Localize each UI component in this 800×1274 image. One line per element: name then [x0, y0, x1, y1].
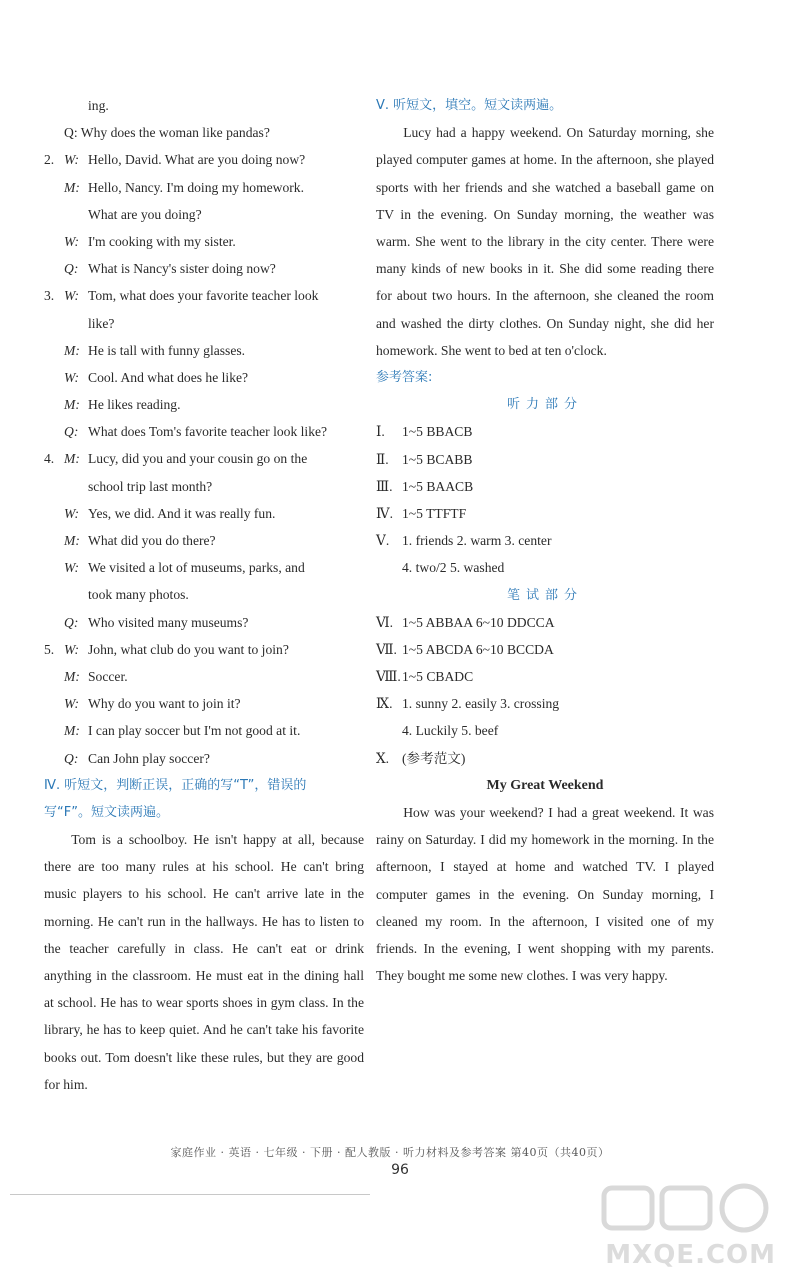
- roman-numeral: Ⅹ.: [376, 750, 390, 766]
- dialogue-number: 2.: [44, 152, 55, 168]
- dialogue-text: Can John play soccer?: [88, 750, 210, 766]
- answer-row: [376, 500, 714, 527]
- answer-text: 1~5 ABBAA 6~10 DDCCA: [402, 614, 555, 630]
- passage-text: Lucy had a happy weekend. On Saturday morning, she played computer games at home. In the afternoon, she played sports with her friends and she watched a baseball game on TV in the evening. On Sunday morning, the weather was warm. She went to the library in the city center. There were many kinds of new books in it. She did some reading there for about two hours. In the afternoon, she cleaned the room and washed the dirty clothes. On Sunday night, she did her homework. She went to bed at ten o'clock.: [376, 125, 714, 358]
- page-footer: 家庭作业 · 英语 · 七年级 · 下册 · 配人教版 · 听力材料及参考答案 第40页（共40页）: [170, 1146, 610, 1159]
- answer-text: (参考范文): [402, 750, 466, 766]
- dialogue-line: [44, 364, 364, 391]
- dialogue-text: Tom, what does your favorite teacher look: [88, 288, 319, 304]
- speaker-label: M:: [64, 397, 80, 413]
- dialogue-line: [44, 337, 364, 364]
- dialogue-line: [44, 174, 364, 201]
- listening-part-heading: 听力部分: [506, 397, 583, 413]
- dialogue-number: 5.: [44, 641, 55, 657]
- text-line: ing.: [88, 98, 109, 113]
- footer-divider: [10, 1194, 370, 1195]
- roman-numeral: Ⅳ.: [376, 505, 393, 521]
- speaker-label: W:: [64, 233, 79, 249]
- essay: [376, 799, 714, 989]
- answer-row: [376, 609, 714, 636]
- dialogue-line: [44, 391, 364, 418]
- dialogue-line: [44, 609, 364, 636]
- answer-row: [376, 527, 714, 554]
- dialogue-line: [44, 690, 364, 717]
- passage-text: Tom is a schoolboy. He isn't happy at all, because there are too many rules at his school. He can't bring music players to his school. He can't arrive late in the morning. He can't run in the hallways. He has to listen to the teacher carefully in class. He can't eat or drink anything in the classroom. He must eat in the dining hall at school. He has to wear sports shoes in gym class. In the library, he has to keep quiet. And he can't take his favorite books out. Tom doesn't like these rules, but they are good for him.: [44, 832, 364, 1092]
- speaker-label: W:: [64, 369, 79, 385]
- dialogue-text: Why do you want to join it?: [88, 696, 241, 712]
- section-heading: Ⅴ. 听短文，填空。短文读两遍。: [376, 98, 563, 113]
- dialogue-text: What is Nancy's sister doing now?: [88, 261, 276, 277]
- roman-numeral: Ⅱ.: [376, 451, 389, 467]
- dialogue-line: [44, 255, 364, 282]
- dialogue-line: What are you doing?: [88, 206, 202, 222]
- answer-key-label: 参考答案:: [376, 370, 433, 386]
- written-part-heading: 笔试部分: [506, 587, 583, 603]
- speaker-label: W:: [64, 505, 79, 521]
- dialogue-line: school trip last month?: [88, 478, 213, 494]
- dialogue-line: like?: [88, 315, 115, 331]
- dialogue-text: What does Tom's favorite teacher look like?: [88, 424, 328, 440]
- speaker-label: M:: [64, 723, 80, 739]
- dialogue-text: John, what club do you want to join?: [88, 641, 289, 657]
- dialogue-line: [44, 282, 364, 309]
- dialogue-line: [44, 554, 364, 581]
- dialogue-line: [44, 146, 364, 173]
- answer-text: 1~5 BCABB: [402, 451, 473, 467]
- roman-numeral: Ⅷ.: [376, 669, 401, 685]
- dialogue-text: I'm cooking with my sister.: [88, 233, 236, 249]
- answer-row: [376, 418, 714, 445]
- dialogue-line: [44, 663, 364, 690]
- dialogue-number: 4.: [44, 451, 55, 467]
- roman-numeral: Ⅸ.: [376, 696, 393, 712]
- speaker-label: W:: [64, 641, 79, 657]
- left-column: [44, 92, 364, 1098]
- dialogue-text: What did you do there?: [88, 533, 216, 548]
- answer-row: [376, 554, 714, 581]
- answer-row: [376, 745, 714, 772]
- dialogue-line: [44, 445, 364, 472]
- answer-text: 1~5 BBACB: [402, 424, 473, 440]
- answer-text: 4. Luckily 5. beef: [402, 723, 499, 739]
- essay-title: My Great Weekend: [486, 777, 604, 793]
- answer-row: [376, 446, 714, 473]
- answer-row: [376, 636, 714, 663]
- roman-numeral: Ⅵ.: [376, 614, 394, 630]
- answer-text: 1. sunny 2. easily 3. crossing: [402, 696, 560, 712]
- speaker-label: W:: [64, 696, 79, 712]
- speaker-label: Q:: [64, 614, 79, 630]
- speaker-label: M:: [64, 533, 80, 548]
- answer-text: 1~5 BAACB: [402, 478, 474, 494]
- speaker-label: M:: [64, 668, 80, 684]
- roman-numeral: Ⅴ.: [376, 533, 390, 549]
- answer-row: [376, 690, 714, 717]
- speaker-label: Q:: [64, 261, 79, 277]
- dialogue-text: Who visited many museums?: [88, 614, 249, 630]
- answer-text: 1. friends 2. warm 3. center: [402, 533, 552, 549]
- answer-row: [376, 717, 714, 744]
- speaker-label: W:: [64, 152, 79, 168]
- roman-numeral: Ⅲ.: [376, 478, 393, 494]
- answer-row: [376, 663, 714, 690]
- dialogue-text: He likes reading.: [88, 397, 181, 413]
- dialogue-line: [44, 500, 364, 527]
- roman-numeral: Ⅰ.: [376, 424, 385, 440]
- answer-text: 1~5 ABCDA 6~10 BCCDA: [402, 641, 554, 657]
- dialogue-number: 3.: [44, 288, 55, 304]
- section-heading: 写“F”。短文读两遍。: [44, 804, 169, 820]
- dialogue-line: [44, 418, 364, 445]
- dialogue-text: Hello, David. What are you doing now?: [88, 152, 306, 168]
- dialogue-text: He is tall with funny glasses.: [88, 342, 246, 358]
- roman-numeral: Ⅶ.: [376, 641, 397, 657]
- dialogue-text: Hello, Nancy. I'm doing my homework.: [88, 179, 305, 195]
- watermark-text: MXQE.COM: [605, 1240, 776, 1270]
- dialogue-line: [44, 527, 364, 554]
- answer-row: [376, 473, 714, 500]
- dialogue-line: [44, 228, 364, 255]
- dialogue-line: [44, 745, 364, 772]
- speaker-label: M:: [64, 451, 80, 467]
- page-number: 96: [391, 1162, 409, 1178]
- dialogue-text: I can play soccer but I'm not good at it.: [88, 723, 301, 739]
- speaker-label: W:: [64, 560, 79, 576]
- section-heading: Ⅳ. 听短文，判断正误，正确的写“T”，错误的: [44, 777, 307, 793]
- dialogue-line: [44, 717, 364, 744]
- dialogue-text: We visited a lot of museums, parks, and: [88, 560, 305, 576]
- speaker-label: Q:: [64, 424, 79, 440]
- essay-text: How was your weekend? I had a great weekend. It was rainy on Saturday. I did my homework in the morning. In the afternoon, I stayed at home and watched TV. I played computer games in the evening. On Sunday morning, I cleaned my room. In the afternoon, I visited one of my friends. In the evening, I went shopping with my parents. They bought me some new clothes. I was very happy.: [376, 805, 714, 984]
- dialogue-text: Yes, we did. And it was really fun.: [88, 505, 276, 521]
- dialogue-text: Soccer.: [88, 668, 128, 684]
- right-column: [376, 92, 714, 989]
- answer-text: 1~5 CBADC: [402, 669, 474, 685]
- text-line: Q: Why does the woman like pandas?: [64, 125, 270, 141]
- passage: [44, 826, 364, 1098]
- speaker-label: W:: [64, 288, 79, 304]
- dialogue-text: Cool. And what does he like?: [88, 369, 249, 385]
- answer-text: 1~5 TTFTF: [402, 505, 467, 521]
- speaker-label: M:: [64, 179, 80, 195]
- speaker-label: M:: [64, 342, 80, 358]
- speaker-label: Q:: [64, 750, 79, 766]
- dialogue-line: took many photos.: [88, 587, 189, 603]
- dialogue-text: Lucy, did you and your cousin go on the: [88, 451, 308, 467]
- answer-text: 4. two/2 5. washed: [402, 560, 505, 576]
- passage: [376, 119, 714, 364]
- dialogue-line: [44, 636, 364, 663]
